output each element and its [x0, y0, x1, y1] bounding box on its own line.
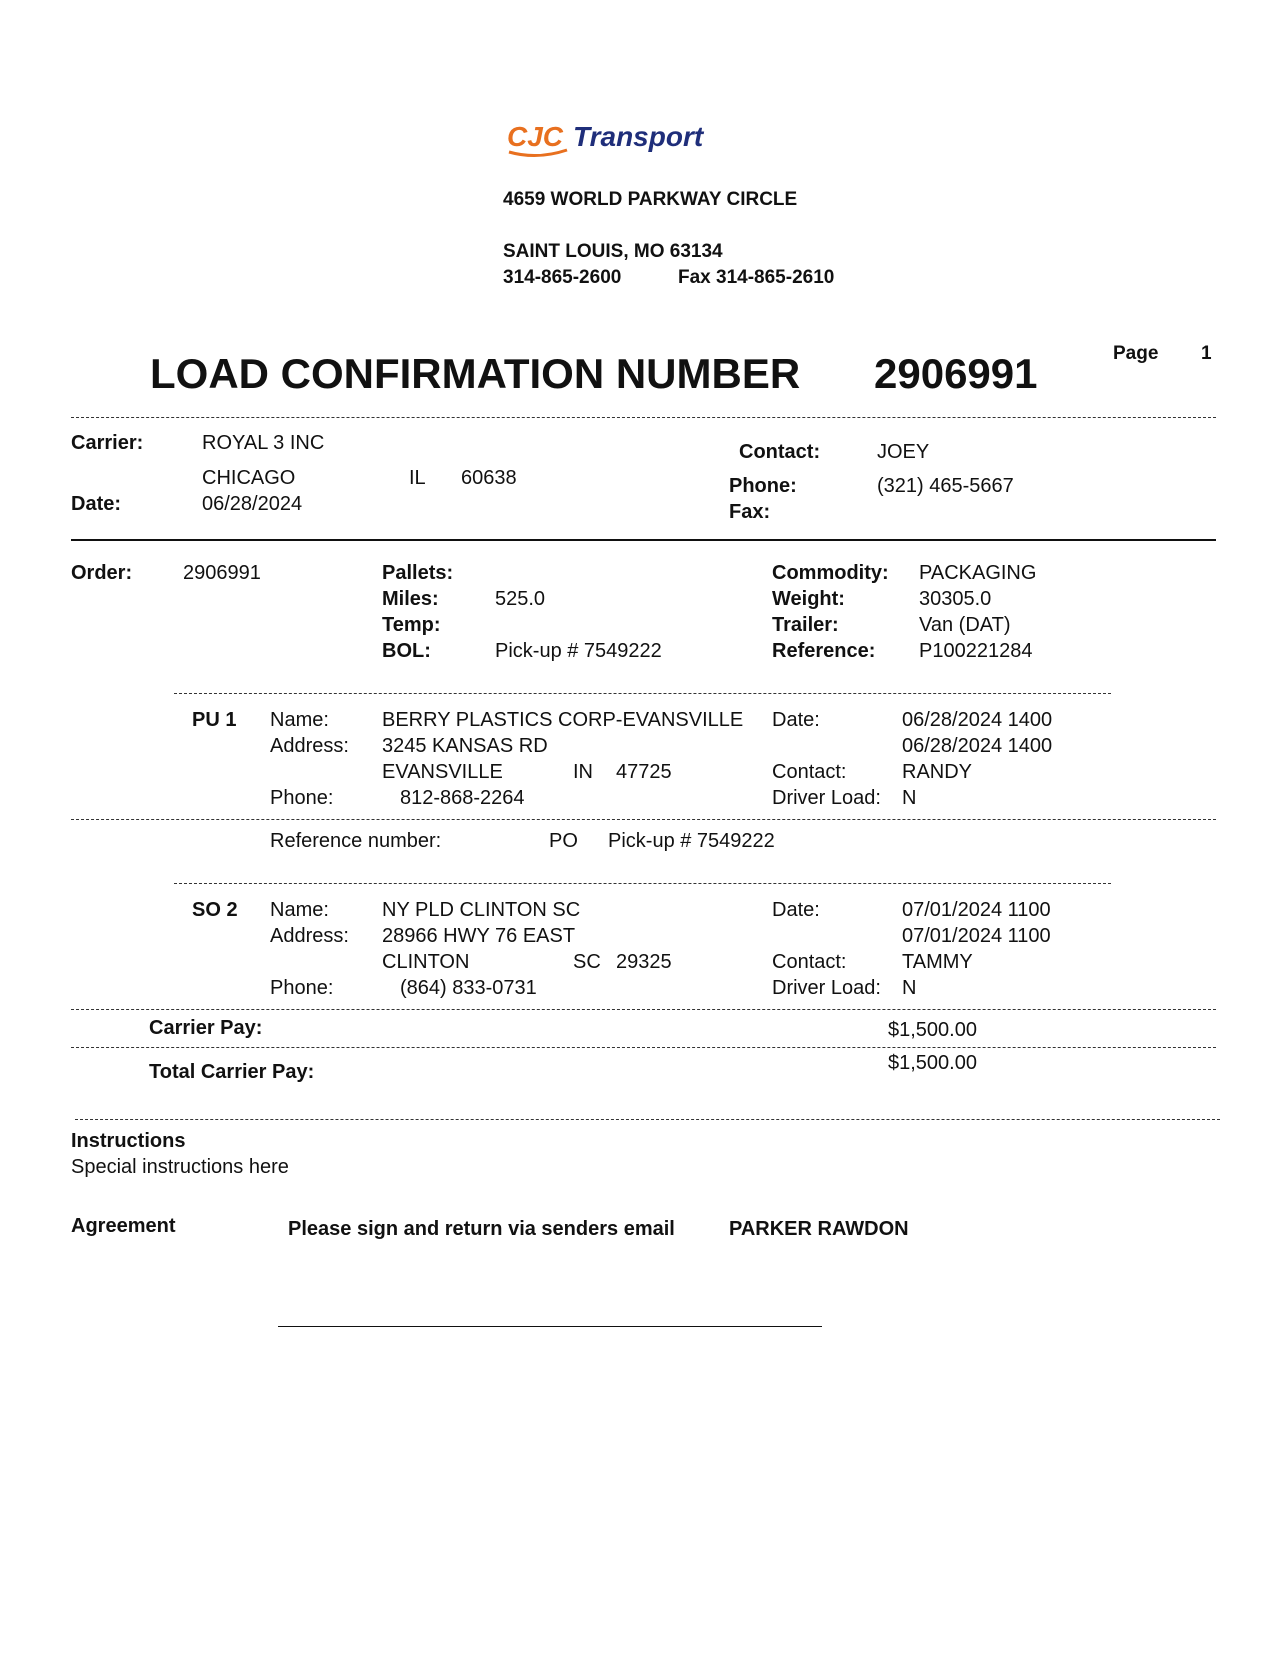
logo-suffix: Transport: [573, 122, 704, 152]
reference-label: Reference:: [772, 640, 876, 662]
stop-city: CLINTON: [382, 951, 470, 973]
stop-date-2: 07/01/2024 1100: [902, 925, 1051, 947]
reference-value: P100221284: [919, 640, 1033, 662]
divider: [174, 883, 1111, 884]
stop-driver-load: N: [902, 977, 917, 999]
signature-line: [278, 1326, 822, 1327]
logo-prefix: CJC: [507, 122, 564, 152]
stop-name: BERRY PLASTICS CORP-EVANSVILLE: [382, 709, 744, 731]
stop-date-label: Date:: [772, 899, 820, 921]
miles-label: Miles:: [382, 588, 439, 610]
carrier-contact: JOEY: [877, 441, 930, 463]
page-number: 1: [1201, 343, 1212, 364]
carrier-city: CHICAGO: [202, 467, 296, 489]
stop-contact-label: Contact:: [772, 761, 847, 783]
temp-label: Temp:: [382, 614, 441, 636]
page-label: Page: [1113, 343, 1159, 364]
agreement-text: Please sign and return via senders email: [288, 1218, 675, 1240]
stop-zip: 29325: [616, 951, 672, 973]
logo-swoosh-icon: [507, 122, 807, 162]
agreement-heading: Agreement: [71, 1215, 176, 1237]
company-fax: Fax 314-865-2610: [678, 267, 835, 288]
carrier-pay-value: $1,500.00: [888, 1019, 977, 1041]
stop-driver-load-label: Driver Load:: [772, 977, 881, 999]
reference-number-value: Pick-up # 7549222: [608, 830, 775, 852]
carrier-state: IL: [409, 467, 426, 489]
date-label: Date:: [71, 493, 122, 515]
trailer-value: Van (DAT): [919, 614, 1011, 636]
divider: [71, 819, 1216, 820]
stop-state: IN: [573, 761, 593, 783]
stop-contact: RANDY: [902, 761, 973, 783]
stop-date-label: Date:: [772, 709, 820, 731]
load-confirmation-number: 2906991: [874, 350, 1038, 397]
divider: [71, 1009, 1216, 1010]
page-title: LOAD CONFIRMATION NUMBER: [150, 350, 801, 397]
phone-label: Phone:: [729, 475, 797, 497]
divider: [71, 417, 1216, 418]
total-carrier-pay-value: $1,500.00: [888, 1052, 977, 1074]
order-label: Order:: [71, 562, 133, 584]
company-address-line1: 4659 WORLD PARKWAY CIRCLE: [503, 189, 798, 210]
fax-label: Fax:: [729, 501, 771, 523]
stop-name-label: Name:: [270, 709, 329, 731]
divider: [71, 539, 1216, 541]
stop-driver-load-label: Driver Load:: [772, 787, 881, 809]
total-carrier-pay-label: Total Carrier Pay:: [149, 1061, 315, 1083]
commodity-value: PACKAGING: [919, 562, 1037, 584]
company-address-line2: SAINT LOUIS, MO 63134: [503, 241, 723, 262]
weight-value: 30305.0: [919, 588, 992, 610]
stop-city: EVANSVILLE: [382, 761, 503, 783]
divider: [174, 693, 1111, 694]
stop-phone: (864) 833-0731: [400, 977, 537, 999]
reference-number-type: PO: [549, 830, 578, 852]
stop-contact-label: Contact:: [772, 951, 847, 973]
carrier-date: 06/28/2024: [202, 493, 303, 515]
stop-address-label: Address:: [270, 735, 349, 757]
divider: [71, 1047, 1216, 1048]
instructions-text: Special instructions here: [71, 1156, 289, 1178]
stop-state: SC: [573, 951, 601, 973]
commodity-label: Commodity:: [772, 562, 889, 584]
stop-date-1: 06/28/2024 1400: [902, 709, 1053, 731]
instructions-heading: Instructions: [71, 1130, 186, 1152]
stop-driver-load: N: [902, 787, 917, 809]
stop-phone-label: Phone:: [270, 977, 334, 999]
stop-address-label: Address:: [270, 925, 349, 947]
carrier-label: Carrier:: [71, 432, 144, 454]
stop-name: NY PLD CLINTON SC: [382, 899, 581, 921]
weight-label: Weight:: [772, 588, 845, 610]
order-number: 2906991: [183, 562, 261, 584]
carrier-pay-label: Carrier Pay:: [149, 1017, 263, 1039]
carrier-name: ROYAL 3 INC: [202, 432, 325, 454]
stop-name-label: Name:: [270, 899, 329, 921]
stop-address: 3245 KANSAS RD: [382, 735, 548, 757]
company-logo: [507, 122, 807, 162]
carrier-zip: 60638: [461, 467, 517, 489]
reference-number-label: Reference number:: [270, 830, 442, 852]
trailer-label: Trailer:: [772, 614, 839, 636]
carrier-phone: (321) 465-5667: [877, 475, 1014, 497]
stop-address: 28966 HWY 76 EAST: [382, 925, 576, 947]
stop-zip: 47725: [616, 761, 672, 783]
stop-code: PU 1: [192, 709, 237, 731]
agreement-signer: PARKER RAWDON: [729, 1218, 909, 1240]
miles-value: 525.0: [495, 588, 546, 610]
stop-date-1: 07/01/2024 1100: [902, 899, 1051, 921]
contact-label: Contact:: [739, 441, 821, 463]
stop-date-2: 06/28/2024 1400: [902, 735, 1053, 757]
stop-phone-label: Phone:: [270, 787, 334, 809]
bol-label: BOL:: [382, 640, 431, 662]
stop-code: SO 2: [192, 899, 238, 921]
bol-value: Pick-up # 7549222: [495, 640, 662, 662]
pallets-label: Pallets:: [382, 562, 454, 584]
stop-contact: TAMMY: [902, 951, 973, 973]
company-phone: 314-865-2600: [503, 267, 622, 288]
divider: [75, 1119, 1220, 1120]
stop-phone: 812-868-2264: [400, 787, 525, 809]
